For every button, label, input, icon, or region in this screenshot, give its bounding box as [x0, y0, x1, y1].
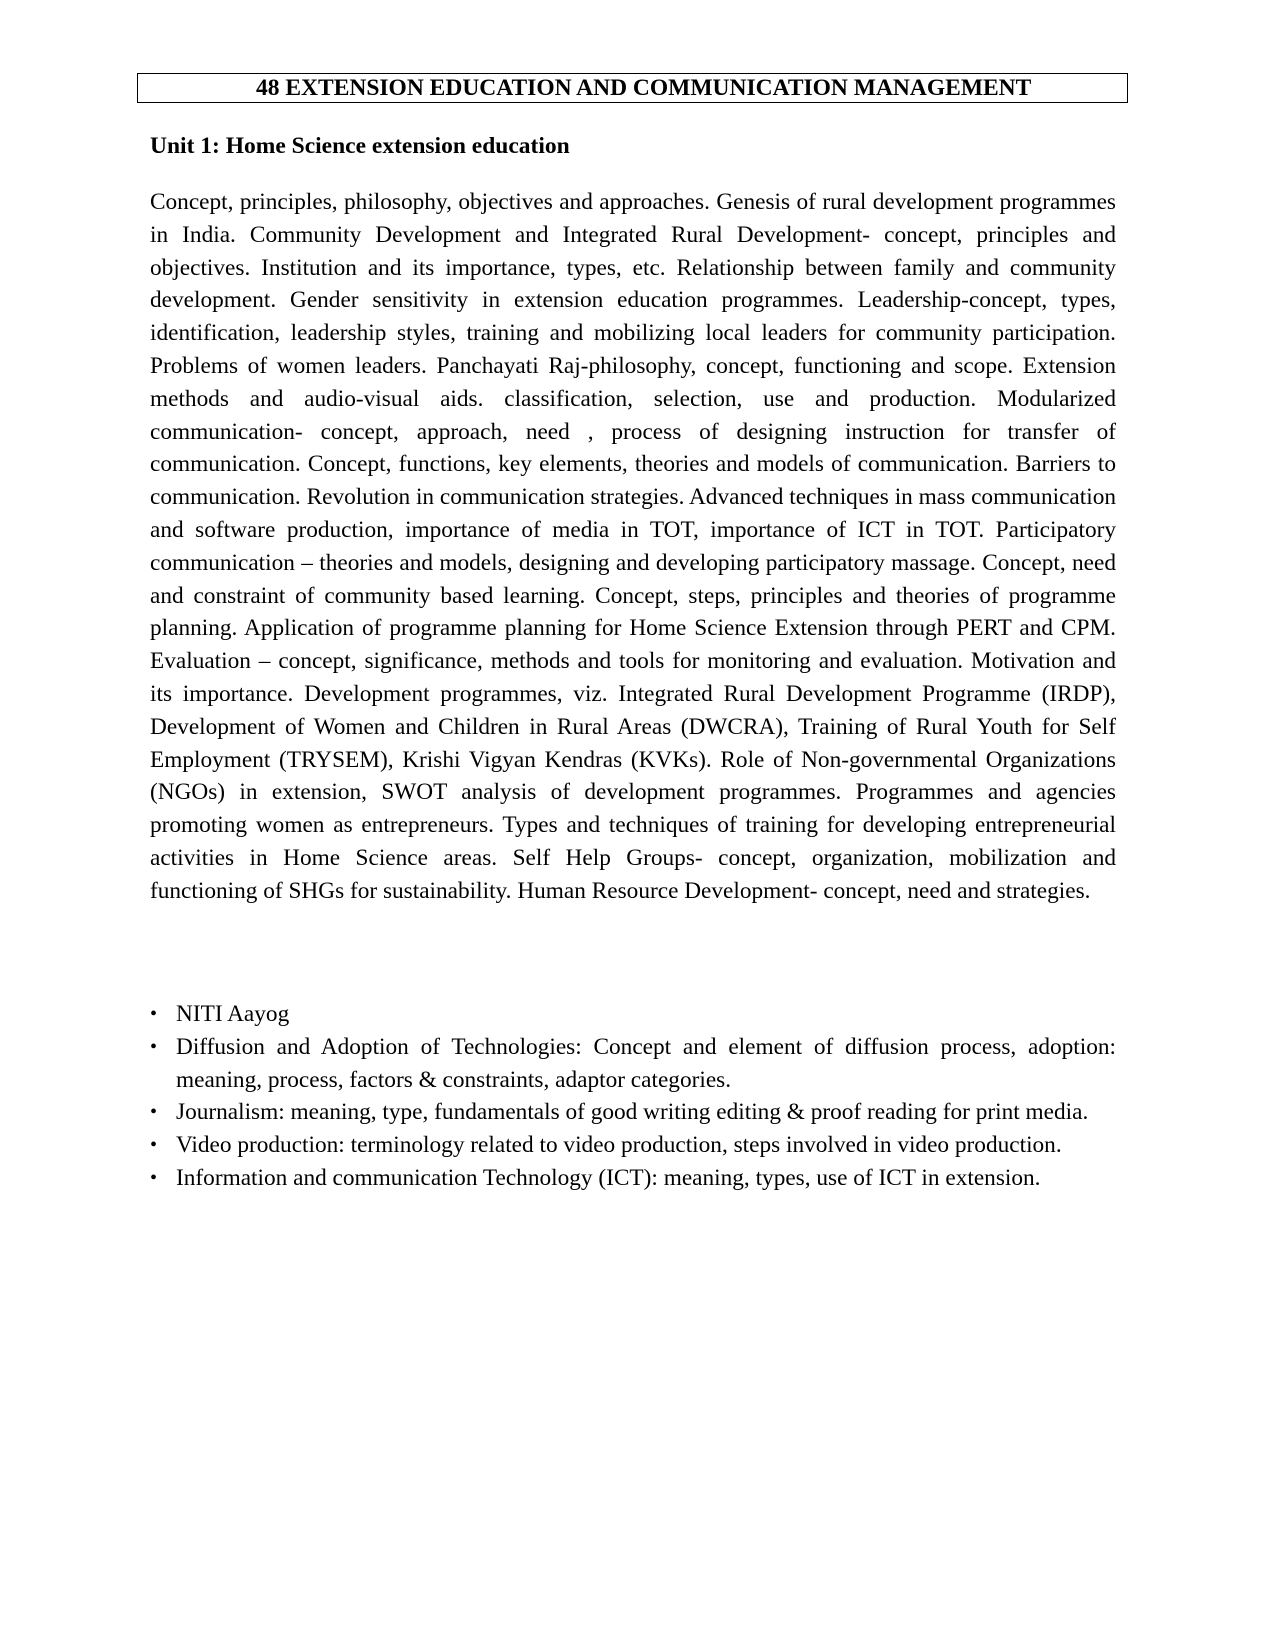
- bullet-list: [150, 998, 1116, 1195]
- bullet-icon: •: [150, 1101, 158, 1124]
- list-item-text: Diffusion and Adoption of Technologies: Concept and element of diffusion process, adoption: meaning, process, factors & constraints, adaptor categories.: [176, 1033, 1116, 1093]
- list-item-text: Video production: terminology related to video production, steps involved in video production.: [176, 1132, 1062, 1159]
- bullet-icon: •: [150, 1003, 158, 1025]
- list-item-text: Journalism: meaning, type, fundamentals of good writing editing & proof reading for print media.: [176, 1099, 1089, 1126]
- list-item: [150, 998, 1116, 1031]
- title-box: [137, 73, 1128, 103]
- page-title: 48 EXTENSION EDUCATION AND COMMUNICATION MANAGEMENT: [256, 75, 1032, 101]
- list-item: [150, 1031, 1116, 1097]
- body-paragraph: Concept, principles, philosophy, objectives and approaches. Genesis of rural development programmes in India. Community Development and Integrated Rural Development- concept, principles and objectives. Institution and its importance, types, etc. Relationship between family and community development. Gender sensitivity in extension education programmes. Leadership-concept, types, identification, leadership styles, training and mobilizing local leaders for community participation. Problems of women leaders. Panchayati Raj-philosophy, concept, functioning and scope. Extension methods and audio-visual aids. classification, selection, use and production. Modularized communication- concept, approach, need , process of designing instruction for transfer of communication. Concept, functions, key elements, theories and models of communication. Barriers to communication. Revolution in communication strategies. Advanced techniques in mass communication and software production, importance of media in TOT, importance of ICT in TOT. Participatory communication – theories and models, designing and developing participatory massage. Concept, need and constraint of community based learning. Concept, steps, principles and theories of programme planning. Application of programme planning for Home Science Extension through PERT and CPM. Evaluation – concept, significance, methods and tools for monitoring and evaluation. Motivation and its importance. Development programmes, viz. Integrated Rural Development Programme (IRDP), Development of Women and Children in Rural Areas (DWCRA), Training of Rural Youth for Self Employment (TRYSEM), Krishi Vigyan Kendras (KVKs). Role of Non-governmental Organizations (NGOs) in extension, SWOT analysis of development programmes. Programmes and agencies promoting women as entrepreneurs. Types and techniques of training for developing entrepreneurial activities in Home Science areas. Self Help Groups- concept, organization, mobilization and functioning of SHGs for sustainability. Human Resource Development- concept, need and strategies.: [150, 189, 1116, 904]
- unit-heading: Unit 1: Home Science extension education: [150, 133, 570, 159]
- list-item: [150, 1162, 1116, 1195]
- bullet-icon: •: [150, 1166, 158, 1189]
- bullet-icon: •: [150, 1134, 158, 1157]
- list-item: [150, 1096, 1116, 1129]
- list-item-text: NITI Aayog: [176, 1001, 290, 1027]
- list-item-text: Information and communication Technology (ICT): meaning, types, use of ICT in extension.: [176, 1164, 1041, 1191]
- list-item: [150, 1129, 1116, 1162]
- bullet-icon: •: [150, 1035, 158, 1058]
